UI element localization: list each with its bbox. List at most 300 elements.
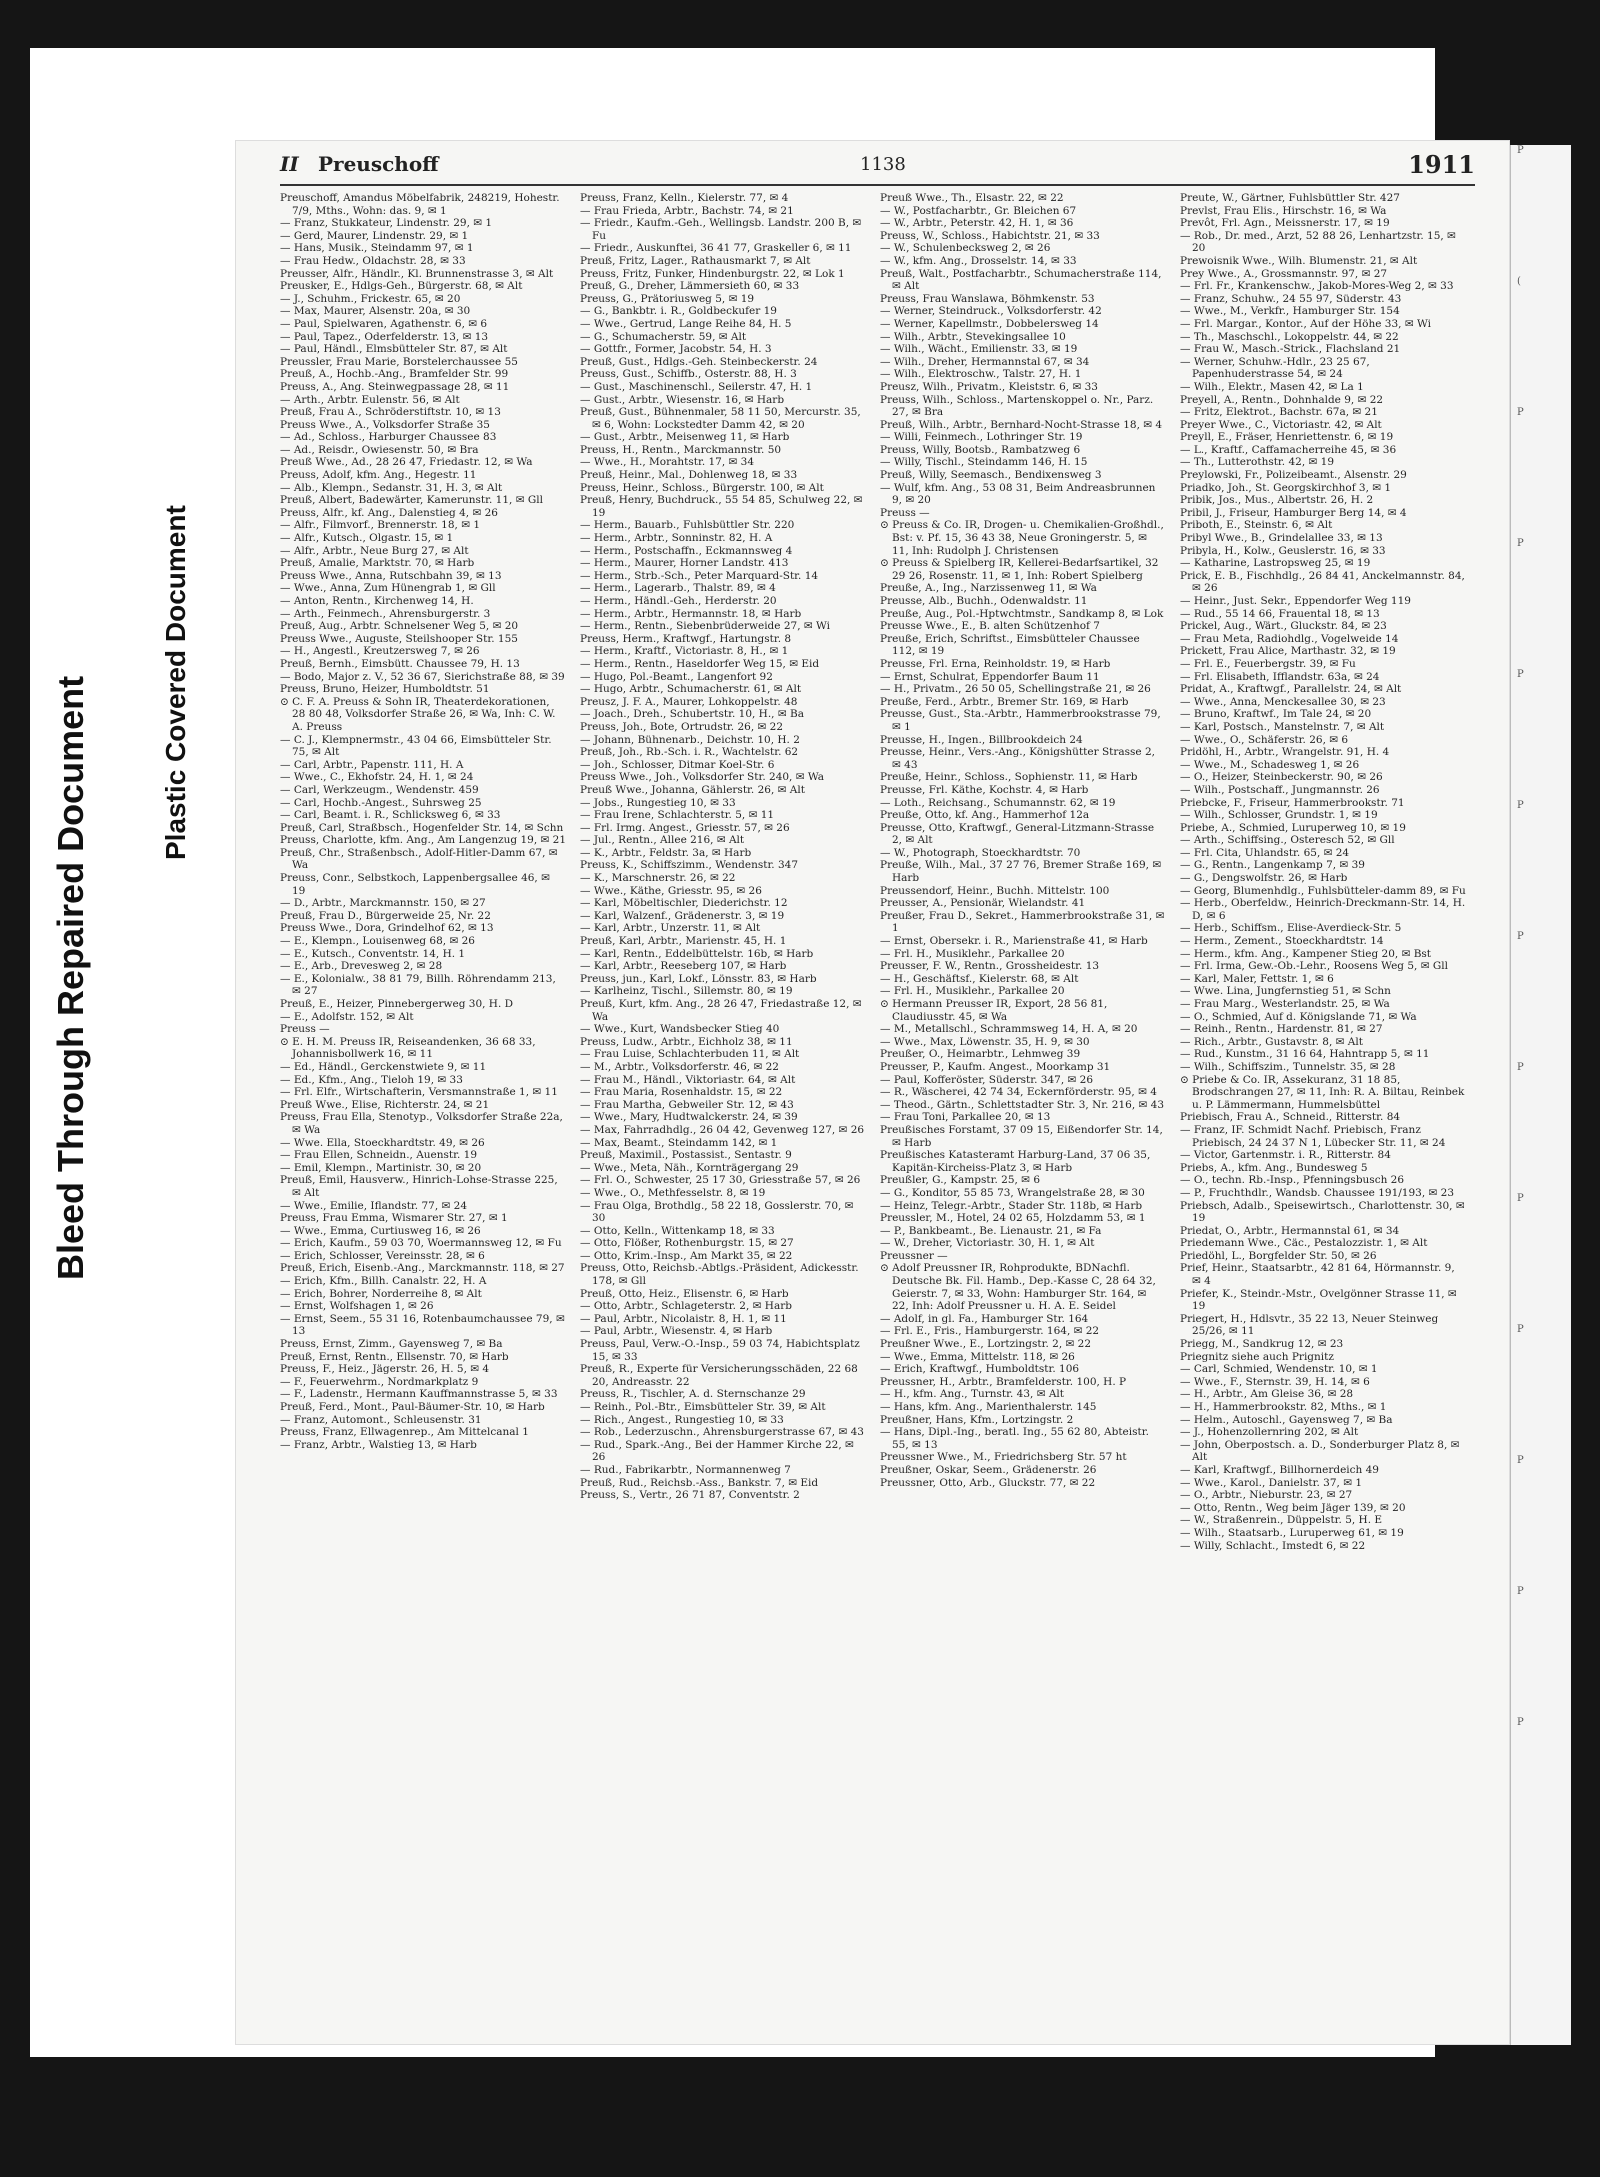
directory-entry: Preussendorf, Heinr., Buchh. Mittelstr. 100	[880, 884, 1110, 897]
directory-entry: — Arth., Arbtr. Eulenstr. 56, ✉ Alt	[280, 393, 460, 406]
directory-entry: — W., Dreher, Victoriastr. 30, H. 1, ✉ Alt	[880, 1237, 1095, 1250]
directory-columns	[280, 192, 1475, 2032]
directory-entry: — Frl. O., Schwester, 25 17 30, Griesstraße 57, ✉ 26	[580, 1174, 861, 1187]
directory-entry: — Frl. Elisabeth, Ifflandstr. 63a, ✉ 24	[1180, 670, 1380, 683]
scan-border-left	[0, 0, 30, 2177]
scan-border-top	[0, 0, 1600, 48]
directory-entry: — J., Schuhm., Frickestr. 65, ✉ 20	[280, 292, 461, 305]
directory-entry: Preuss, Frau Wanslawa, Böhmkenstr. 53	[880, 292, 1095, 305]
next-page-fragment: P	[1517, 1586, 1524, 1597]
directory-entry: Preußer, O., Heimarbtr., Lehmweg 39	[880, 1048, 1081, 1061]
page-number: 1138	[860, 154, 906, 175]
directory-entry: — H., kfm. Ang., Turnstr. 43, ✉ Alt	[880, 1388, 1064, 1401]
directory-entry: Preuss Wwe., Dora, Grindelhof 62, ✉ 13	[280, 922, 494, 935]
directory-entry: Preuss, Gust., Schiffb., Osterstr. 88, H. 3	[580, 368, 797, 381]
directory-entry: — Wwe., M., Schadesweg 1, ✉ 26	[1180, 758, 1360, 771]
directory-entry: — Wwe., C., Ekhofstr. 24, H. 1, ✉ 24	[280, 771, 474, 784]
next-page-fragment: P	[1517, 1455, 1524, 1466]
directory-entry: Prey Wwe., A., Grossmannstr. 97, ✉ 27	[1180, 267, 1388, 280]
directory-entry: — Erich, Kaufm., 59 03 70, Woermannsweg 12, ✉ Fu	[280, 1237, 562, 1250]
directory-entry: Preuss Wwe., Joh., Volksdorfer Str. 240, ✉ Wa	[580, 771, 825, 784]
directory-entry: Preusse, Frl. Käthe, Kochstr. 4, ✉ Harb	[880, 783, 1089, 796]
directory-entry: Preuß, Henry, Buchdruck., 55 54 85, Schulweg 22, ✉ 19	[580, 494, 863, 519]
directory-entry: — Arth., Feinmech., Ahrensburgerstr. 3	[280, 607, 491, 620]
directory-entry: Preyell, A., Rentn., Dohnhalde 9, ✉ 22	[1180, 393, 1384, 406]
directory-entry: — Wwe., Emma, Mittelstr. 118, ✉ 26	[880, 1350, 1075, 1363]
next-page-fragment: P	[1517, 145, 1524, 156]
directory-entry: — Hans, kfm. Ang., Marienthalerstr. 145	[880, 1401, 1097, 1413]
directory-entry: — Wwe., Anna, Menckesallee 30, ✉ 23	[1180, 695, 1386, 708]
directory-entry: — Max, Maurer, Alsenstr. 20a, ✉ 30	[280, 305, 471, 318]
directory-entry: Preuss, Frau Emma, Wismarer Str. 27, ✉ 1	[280, 1212, 508, 1225]
directory-entry: — Wwe., O., Methfesselstr. 8, ✉ 19	[580, 1186, 766, 1199]
directory-entry: — Frl. Irma, Gew.-Ob.-Lehr., Roosens Weg 5, ✉ Gll	[1180, 960, 1448, 973]
directory-entry: Preuß, Erich, Eisenb.-Ang., Marckmannstr. 118, ✉ 27	[280, 1262, 565, 1275]
directory-entry: — Frau Toni, Parkallee 20, ✉ 13	[880, 1111, 1051, 1124]
directory-entry: Preuß, Heinr., Mal., Dohlenweg 18, ✉ 33	[580, 469, 798, 482]
directory-entry: — Katharine, Lastropsweg 25, ✉ 19	[1180, 557, 1371, 570]
directory-entry: — W., Postfacharbtr., Gr. Bleichen 67	[880, 204, 1077, 217]
directory-entry: Preussner, Otto, Arb., Gluckstr. 77, ✉ 22	[880, 1476, 1096, 1489]
directory-entry: — Hugo, Arbtr., Schumacherstr. 61, ✉ Alt	[580, 683, 802, 696]
directory-entry: — Max, Beamt., Steindamm 142, ✉ 1	[580, 1136, 778, 1149]
directory-entry: Priboth, E., Steinstr. 6, ✉ Alt	[1180, 519, 1333, 532]
directory-entry: — Frl. Irmg. Angest., Griesstr. 57, ✉ 26	[580, 821, 790, 834]
directory-entry: — Paul, Spielwaren, Agathenstr. 6, ✉ 6	[280, 317, 488, 330]
directory-entry: Preusser, F. W., Rentn., Grossheidestr. 13	[880, 960, 1100, 973]
directory-entry: — E., Arb., Drevesweg 2, ✉ 28	[280, 960, 443, 973]
directory-entry: Preuss, H., Rentn., Marckmannstr. 50	[580, 443, 782, 456]
directory-entry: — Wwe., Gertrud, Lange Reihe 84, H. 5	[580, 317, 792, 330]
directory-entry: — Herm., Rentn., Siebenbrüderweide 27, ✉ Wi	[580, 620, 830, 633]
directory-entry: Preuß, Amalie, Marktstr. 70, ✉ Harb	[280, 557, 475, 570]
directory-entry: — Rob., Dr. med., Arzt, 52 88 26, Lenhartzstr. 15, ✉ 20	[1180, 229, 1456, 255]
directory-entry: — D., Arbtr., Marckmannstr. 150, ✉ 27	[280, 897, 486, 910]
directory-entry: — Frl. Cita, Uhlandstr. 65, ✉ 24	[1180, 846, 1350, 859]
page-year: 1911	[1408, 150, 1475, 179]
directory-entry: — Carl, Arbtr., Papenstr. 111, H. A	[280, 758, 464, 771]
directory-entry: Preuß, Willy, Seemasch., Bendixensweg 3	[880, 469, 1102, 482]
directory-entry: Preuß, A., Hochb.-Ang., Bramfelder Str. 99	[280, 368, 509, 381]
directory-entry: — Frl. Fr., Krankenschw., Jakob-Mores-Weg 2, ✉ 33	[1180, 280, 1454, 293]
directory-entry: — Karl, Walzenf., Grädenerstr. 3, ✉ 19	[580, 909, 785, 922]
directory-entry: — Frau Marg., Westerlandstr. 25, ✉ Wa	[1180, 998, 1390, 1010]
directory-entry: — Wilh., Schlosser, Grundstr. 1, ✉ 19	[1180, 809, 1378, 822]
directory-entry: — Frau Maria, Rosenhaldstr. 15, ✉ 22	[580, 1086, 783, 1099]
directory-entry: — Loth., Reichsang., Schumannstr. 62, ✉ 19	[880, 796, 1116, 809]
directory-entry: — Herm., Rentn., Haseldorfer Weg 15, ✉ Eid	[580, 657, 820, 670]
directory-entry: — R., Wäscherei, 42 74 34, Eckernförderstr. 95, ✉ 4	[880, 1086, 1157, 1099]
directory-entry: — Wilh., Dreher, Hermannstal 67, ✉ 34	[880, 355, 1090, 368]
directory-entry: — Alb., Klempn., Sedanstr. 31, H. 3, ✉ Alt	[280, 481, 503, 494]
directory-entry: — H., Geschäftsf., Kielerstr. 68, ✉ Alt	[880, 972, 1079, 985]
directory-entry: — Th., Maschschl., Lokoppelstr. 44, ✉ 22	[1180, 330, 1399, 343]
directory-entry: — Erich, Bohrer, Norderreihe 8, ✉ Alt	[280, 1287, 482, 1300]
directory-entry: — Reinh., Rentn., Hardenstr. 81, ✉ 27	[1180, 1023, 1383, 1036]
directory-entry: Preuss Wwe., Anna, Rutschbahn 39, ✉ 13	[280, 569, 502, 582]
directory-entry: Preuß, Gust., Hdlgs.-Geh. Steinbeckerstr. 24	[580, 355, 818, 368]
directory-entry: — Frau Olga, Brothdlg., 58 22 18, Gosslerstr. 70, ✉ 30	[580, 1199, 854, 1225]
directory-entry: Priefer, K., Steindr.-Mstr., Ovelgönner Strasse 11, ✉ 19	[1180, 1287, 1457, 1313]
directory-entry: Preuß Wwe., Th., Elsastr. 22, ✉ 22	[880, 192, 1064, 204]
directory-entry: — Herm., Maurer, Horner Landstr. 413	[580, 557, 789, 570]
directory-entry: — Rud., 55 14 66, Frauental 18, ✉ 13	[1180, 607, 1380, 620]
directory-entry: Pridat, A., Kraftwgf., Parallelstr. 24, ✉ Alt	[1180, 683, 1402, 696]
directory-entry: — Fritz, Elektrot., Bachstr. 67a, ✉ 21	[1180, 406, 1378, 419]
directory-entry: Preusse, Frl. Erna, Reinholdstr. 19, ✉ Harb	[880, 657, 1111, 670]
directory-entry: — Frl. H., Musiklehr., Parkallee 20	[880, 985, 1065, 998]
directory-entry: Preuß, Frau A., Schröderstiftstr. 10, ✉ 13	[280, 406, 501, 419]
directory-entry: — Franz, Schuhw., 24 55 97, Süderstr. 43	[1180, 292, 1402, 305]
directory-entry: ⊙ Priebe & Co. IR, Assekuranz, 31 18 85, Brodschrangen 27, ✉ 11, Inh: R. A. Biltau, Reinbek u. P. Lämmermann, Hummelsbüttel	[1180, 1073, 1465, 1111]
directory-entry: — Wwe., Emilie, Iflandstr. 77, ✉ 24	[280, 1199, 468, 1212]
directory-entry: — Franz, IF. Schmidt Nachf. Priebisch, Franz Priebisch, 24 24 37 N 1, Lübecker Str. 11, ✉ 24	[1180, 1123, 1446, 1149]
directory-entry: — Wwe., Mary, Hudtwalckerstr. 24, ✉ 39	[580, 1111, 798, 1124]
directory-entry: Preusse, Otto, Kraftwgf., General-Litzmann-Strasse 2, ✉ Alt	[880, 821, 1155, 847]
directory-entry: Preyer Wwe., C., Victoriastr. 42, ✉ Alt	[1180, 418, 1382, 431]
directory-entry: — Otto, Arbtr., Schlageterstr. 2, ✉ Harb	[580, 1300, 792, 1313]
directory-entry: Preuß, E., Heizer, Pinnebergerweg 30, H. D	[280, 998, 514, 1010]
directory-entry: — Wilh., Staatsarb., Luruperweg 61, ✉ 19	[1180, 1526, 1404, 1539]
directory-entry: Preusse, Gust., Sta.-Arbtr., Hammerbrookstrasse 79, ✉ 1	[880, 708, 1161, 733]
directory-entry: — Wwe., Karol., Danielstr. 37, ✉ 1	[1180, 1476, 1363, 1489]
directory-entry: Preuschoff, Amandus Möbelfabrik, 248219, Hohestr. 7/9, Mths., Wohn: das. 9, ✉ 1	[280, 192, 560, 217]
directory-entry: — Paul, Händl., Elmsbütteler Str. 87, ✉ Alt	[280, 343, 508, 356]
directory-entry: — Herm., Postschaffn., Eckmannsweg 4	[580, 544, 793, 557]
directory-entry: Preuss, Franz, Ellwagenrep., Am Mittelcanal 1	[280, 1426, 529, 1439]
directory-entry: Preuß, Maximil., Postassist., Sentastr. 9	[580, 1149, 792, 1162]
directory-entry: Preuss, S., Vertr., 26 71 87, Conventstr. 2	[580, 1489, 800, 1502]
directory-entry: Priebs, A., kfm. Ang., Bundesweg 5	[1180, 1161, 1368, 1174]
directory-entry: Preuß, Albert, Badewärter, Kamerunstr. 11, ✉ Gll	[280, 494, 543, 507]
directory-entry: — W., Photograph, Stoeckhardtstr. 70	[880, 846, 1081, 859]
directory-entry: Prief, Heinr., Staatsarbtr., 42 81 64, Hörmannstr. 9, ✉ 4	[1180, 1262, 1455, 1288]
directory-entry: — Karl, Arbtr., Unzerstr. 11, ✉ Alt	[580, 922, 761, 935]
directory-entry: Priedat, O., Arbtr., Hermannstal 61, ✉ 34	[1180, 1224, 1400, 1237]
directory-entry: — Ernst, Schulrat, Eppendorfer Baum 11	[880, 670, 1100, 683]
label-bleed-through-repaired	[50, 676, 92, 1280]
directory-entry: Prewoisnik Wwe., Wilh. Blumenstr. 21, ✉ Alt	[1180, 254, 1418, 267]
directory-entry: Preuße, Heinr., Schloss., Sophienstr. 11, ✉ Harb	[880, 771, 1138, 784]
directory-entry: — Wwe., O., Schäferstr. 26, ✉ 6	[1180, 733, 1349, 746]
directory-entry: — Herm., Kraftf., Victoriastr. 8, H., ✉ 1	[580, 645, 789, 658]
directory-entry: — Bruno, Kraftwf., Im Tale 24, ✉ 20	[1180, 708, 1372, 721]
directory-entry: — Karlheinz, Tischl., Sillemstr. 80, ✉ 19	[580, 985, 793, 998]
next-page-fragment: P	[1517, 407, 1524, 418]
directory-entry: Preyll, E., Fräser, Henriettenstr. 6, ✉ 19	[1180, 431, 1394, 444]
directory-entry: Prevôt, Frl. Agn., Meissnerstr. 17, ✉ 19	[1180, 217, 1390, 230]
directory-entry: — G., Rentn., Langenkamp 7, ✉ 39	[1180, 859, 1365, 872]
directory-entry: Preuss, Franz, Kelln., Kielerstr. 77, ✉ 4	[580, 192, 789, 204]
directory-entry: Preusse, H., Ingen., Billbrookdeich 24	[880, 733, 1083, 746]
directory-entry: — Theod., Gärtn., Schlettstadter Str. 3, Nr. 216, ✉ 43	[880, 1098, 1165, 1111]
next-page-fragment: P	[1517, 1717, 1524, 1728]
directory-entry: — E., Klempn., Louisenweg 68, ✉ 26	[280, 935, 475, 948]
directory-entry: Preusse Wwe., E., B. alten Schützenhof 7	[880, 620, 1100, 633]
directory-entry: — Herb., Oberfeldw., Heinrich-Dreckmann-Str. 14, H. D, ✉ 6	[1180, 897, 1466, 922]
label-bleed-through: Bleed Through	[50, 1026, 91, 1280]
directory-entry: — Frl. Elfr., Wirtschafterin, Versmannstraße 1, ✉ 11	[280, 1086, 558, 1099]
directory-entry: — Otto, Krim.-Insp., Am Markt 35, ✉ 22	[580, 1249, 793, 1262]
directory-entry: Preusker, E., Hdlgs-Geh., Bürgerstr. 68, ✉ Alt	[280, 280, 523, 293]
directory-entry: — Arth., Schiffsing., Osteresch 52, ✉ Gll	[1180, 834, 1395, 847]
directory-entry: — Karl, Kraftwgf., Billhornerdeich 49	[1180, 1463, 1379, 1476]
directory-entry: Preuss, A., Ang. Steinwegpassage 28, ✉ 11	[280, 380, 510, 393]
directory-entry: — E., Adolfstr. 152, ✉ Alt	[280, 1010, 414, 1023]
next-page-fragment: P	[1517, 1193, 1524, 1204]
directory-entry: Preussler, Frau Marie, Borstelerchaussee 55	[280, 355, 518, 368]
label-repaired-document: Repaired Document	[50, 675, 91, 1016]
directory-entry: Preuss, Herm., Kraftwgf., Hartungstr. 8	[580, 632, 792, 645]
directory-entry: Preuss, Charlotte, kfm. Ang., Am Langenzug 19, ✉ 21	[280, 834, 566, 847]
directory-entry: Preuss, F., Heiz., Jägerstr. 26, H. 5, ✉ 4	[280, 1363, 490, 1376]
directory-entry: — H., Hammerbrookstr. 82, Mths., ✉ 1	[1180, 1401, 1387, 1413]
directory-entry: — Herm., Strb.-Sch., Peter Marquard-Str. 14	[580, 569, 819, 582]
directory-entry: Prevlst, Frau Elis., Hirschstr. 16, ✉ Wa	[1180, 204, 1387, 217]
directory-entry: — Frau Meta, Radiohdlg., Vogelweide 14	[1180, 632, 1399, 645]
directory-entry: Preuss Wwe., A., Volksdorfer Straße 35	[280, 418, 490, 431]
directory-entry: Preuß, Rud., Reichsb.-Ass., Bankstr. 7, ✉ Eid	[580, 1476, 819, 1489]
directory-entry: — Wilh., Elektr., Masen 42, ✉ La 1	[1180, 380, 1364, 393]
directory-entry: — Adolf, in gl. Fa., Hamburger Str. 164	[880, 1312, 1089, 1325]
directory-entry: — Rich., Angest., Rungestieg 10, ✉ 33	[580, 1413, 784, 1426]
directory-entry: — Heinz, Telegr.-Arbtr., Stader Str. 118b, ✉ Harb	[880, 1199, 1143, 1212]
column-4	[1180, 192, 1466, 2032]
directory-entry: — Frau Luise, Schlachterbuden 11, ✉ Alt	[580, 1048, 800, 1061]
directory-entry: Preuss, Heinr., Schloss., Bürgerstr. 100, ✉ Alt	[580, 481, 824, 494]
directory-entry: — Ad., Schloss., Harburger Chaussee 83	[280, 431, 497, 444]
directory-entry: ⊙ Preuss & Co. IR, Drogen- u. Chemikalien-Großhdl., Bst: v. Pf. 15, 36 43 38, Neue Groningerstr. 5, ✉ 11, Inh: Rudolph J. Christensen	[880, 519, 1164, 557]
directory-entry: Preusz, Wilh., Privatm., Kleiststr. 6, ✉ 33	[880, 380, 1098, 393]
directory-entry: ⊙ C. F. A. Preuss & Sohn IR, Theaterdekorationen, 28 80 48, Volksdorfer Straße 26, ✉ Wa, Inh: C. W. A. Preuss	[280, 695, 556, 733]
directory-entry: — Wwe., H., Morahtstr. 17, ✉ 34	[580, 456, 755, 469]
directory-entry: Preußisches Forstamt, 37 09 15, Eißendorfer Str. 14, ✉ Harb	[880, 1123, 1163, 1149]
directory-entry: — Wwe., F., Sternstr. 39, H. 14, ✉ 6	[1180, 1375, 1370, 1388]
directory-entry: — P., Bankbeamt., Be. Lienaustr. 21, ✉ Fa	[880, 1224, 1102, 1237]
directory-entry: — O., Heizer, Steinbeckerstr. 90, ✉ 26	[1180, 771, 1383, 784]
directory-entry: — Frl. E., Feuerbergstr. 39, ✉ Fu	[1180, 657, 1356, 670]
directory-entry: — K., Arbtr., Feldstr. 3a, ✉ Harb	[580, 846, 752, 859]
directory-entry: — Frl. H., Musiklehr., Parkallee 20	[880, 947, 1065, 960]
directory-entry: — M., Arbtr., Volksdorferstr. 46, ✉ 22	[580, 1060, 779, 1073]
directory-entry: — W., Straßenrein., Düppelstr. 5, H. E	[1180, 1514, 1383, 1527]
directory-entry: — G., Dengswolfstr. 26, ✉ Harb	[1180, 872, 1348, 885]
directory-entry: — G., Konditor, 55 85 73, Wrangelstraße 28, ✉ 30	[880, 1186, 1145, 1199]
directory-entry: Preuß, Walt., Postfacharbtr., Schumacherstraße 114, ✉ Alt	[880, 267, 1162, 293]
document-classification-labels	[40, 360, 240, 1280]
directory-entry: — Paul, Arbtr., Wiesenstr. 4, ✉ Harb	[580, 1325, 773, 1338]
directory-entry: Prick, E. B., Fischhdlg., 26 84 41, Anckelmannstr. 84, ✉ 26	[1180, 569, 1465, 595]
directory-entry: — Wwe., Kurt, Wandsbecker Stieg 40	[580, 1023, 780, 1036]
directory-entry: — Gust., Arbtr., Meisenweg 11, ✉ Harb	[580, 431, 790, 444]
directory-entry: — Wilh., Schiffszim., Tunnelstr. 35, ✉ 28	[1180, 1060, 1396, 1073]
directory-entry: — Gust., Maschinenschl., Seilerstr. 47, H. 1	[580, 380, 813, 393]
next-page-fragment: (	[1517, 276, 1521, 287]
directory-entry: Preußisches Katasteramt Harburg-Land, 37 06 35, Kapitän-Kircheiss-Platz 3, ✉ Harb	[880, 1149, 1151, 1174]
directory-entry: Priebsch, Adalb., Speisewirtsch., Charlottenstr. 30, ✉ 19	[1180, 1199, 1465, 1225]
directory-entry: — Karl, Maler, Fettstr. 1, ✉ 6	[1180, 972, 1334, 985]
directory-entry: — Ed., Händl., Gerckenstwiete 9, ✉ 11	[280, 1060, 487, 1073]
directory-entry: — Karl, Rentn., Eddelbüttelstr. 16b, ✉ Harb	[580, 947, 814, 960]
directory-entry: — Erich, Kraftwgf., Humboldtstr. 106	[880, 1363, 1080, 1376]
directory-entry: — Frau Hedw., Oldachstr. 28, ✉ 33	[280, 254, 466, 267]
label-plastic-covered: Plastic Covered Document	[160, 505, 191, 860]
directory-entry: Preuße, Aug., Pol.-Hptwchtmstr., Sandkamp 8, ✉ Lok	[880, 607, 1164, 620]
directory-entry: — Wilh., Elektroschw., Talstr. 27, H. 1	[880, 368, 1082, 381]
column-1	[280, 192, 566, 2032]
directory-entry: — Rob., Lederzuschn., Ahrensburgerstrasse 67, ✉ 43	[580, 1426, 864, 1439]
directory-entry: — Hans, Musik., Steindamm 97, ✉ 1	[280, 242, 474, 255]
directory-entry: Priegnitz siehe auch Prignitz	[1180, 1350, 1334, 1363]
directory-entry: Preuss, Frau Ella, Stenotyp., Volksdorfer Straße 22a, ✉ Wa	[280, 1111, 563, 1136]
directory-entry: — O., Arbtr., Nieburstr. 23, ✉ 27	[1180, 1489, 1353, 1502]
directory-entry: — Jobs., Rungestieg 10, ✉ 33	[580, 796, 736, 809]
directory-entry: — Paul, Kofferöster, Süderstr. 347, ✉ 26	[880, 1073, 1094, 1086]
directory-entry: Preußner, Oskar, Seem., Grädenerstr. 26	[880, 1463, 1097, 1476]
directory-entry: Preuss, W., Schloss., Habichtstr. 21, ✉ 33	[880, 229, 1100, 242]
directory-entry: — Herm., Bauarb., Fuhlsbüttler Str. 220	[580, 519, 795, 532]
directory-entry: Pribil, J., Friseur, Hamburger Berg 14, ✉ 4	[1180, 506, 1407, 519]
directory-entry: — Frau Frieda, Arbtr., Bachstr. 74, ✉ 21	[580, 204, 794, 217]
directory-entry: — Rud., Kunstm., 31 16 64, Hahntrapp 5, ✉ 11	[1180, 1048, 1430, 1061]
directory-entry: Preußler, G., Kampstr. 25, ✉ 6	[880, 1174, 1040, 1187]
directory-entry: — Willy, Tischl., Steindamm 146, H. 15	[880, 456, 1088, 469]
directory-entry: — Friedr., Kaufm.-Geh., Wellingsb. Landstr. 200 B, ✉ Fu	[580, 217, 862, 242]
directory-entry: — Rud., Spark.-Ang., Bei der Hammer Kirche 22, ✉ 26	[580, 1438, 854, 1464]
directory-entry: — Erich, Schlosser, Vereinsstr. 28, ✉ 6	[280, 1249, 485, 1262]
directory-entry: Preuss —	[880, 506, 930, 519]
directory-page	[235, 140, 1510, 2045]
directory-entry: — Reinh., Pol.-Btr., Eimsbütteler Str. 39, ✉ Alt	[580, 1401, 826, 1413]
directory-entry: — W., kfm. Ang., Drosselstr. 14, ✉ 33	[880, 254, 1077, 267]
directory-entry: Preylowski, Fr., Polizeibeamt., Alsenstr. 29	[1180, 469, 1407, 482]
directory-entry: ⊙ Adolf Preussner IR, Rohprodukte, BDNachfl. Deutsche Bk. Fil. Hamb., Dep.-Kasse C, 28 64 32, Geierstr. 7, ✉ 33, Wohn: Hamburger Str. 164, ✉ 22, Inh: Adolf Preussner u. H. A. E. Seidel	[880, 1262, 1156, 1313]
directory-entry: Preuß, Gust., Bühnenmaler, 58 11 50, Mercurstr. 35, ✉ 6, Wohn: Lockstedter Damm 42, ✉ 20	[580, 406, 861, 431]
directory-entry: — Rud., Fabrikarbtr., Normannenweg 7	[580, 1463, 791, 1476]
directory-entry: — Werner, Schuhw.-Hdlr., 23 25 67, Papenhuderstrasse 54, ✉ 24	[1180, 355, 1370, 381]
directory-entry: — Carl, Schmied, Wendenstr. 10, ✉ 1	[1180, 1363, 1378, 1376]
directory-entry: Priegert, H., Hdlsvtr., 35 22 13, Neuer Steinweg 25/26, ✉ 11	[1180, 1312, 1439, 1338]
directory-entry: Prickel, Aug., Wärt., Gluckstr. 84, ✉ 23	[1180, 620, 1387, 633]
directory-entry: — L., Kraftf., Caffamacherreihe 45, ✉ 36	[1180, 443, 1397, 456]
directory-entry: — Joach., Dreh., Schubertstr. 10, H., ✉ Ba	[580, 708, 804, 721]
directory-entry: Preuss, K., Schiffszimm., Wendenstr. 347	[580, 859, 799, 872]
directory-entry: — Frau Ellen, Schneidn., Auenstr. 19	[280, 1149, 478, 1162]
directory-entry: Preuss, Fritz, Funker, Hindenburgstr. 22, ✉ Lok 1	[580, 267, 845, 280]
directory-entry: — Jul., Rentn., Allee 216, ✉ Alt	[580, 834, 745, 847]
directory-entry: — Frau M., Händl., Viktoriastr. 64, ✉ Alt	[580, 1073, 796, 1086]
directory-entry: Preuss, Joh., Bote, Ortrudstr. 26, ✉ 22	[580, 720, 783, 733]
directory-entry: ⊙ Hermann Preusser IR, Export, 28 56 81, Claudiusstr. 45, ✉ Wa	[880, 998, 1108, 1023]
directory-entry: — Herm., Lagerarb., Thalstr. 89, ✉ 4	[580, 582, 776, 595]
next-page-fragment: P	[1517, 1062, 1524, 1073]
directory-entry: — Wwe. Lina, Jungfernstieg 51, ✉ Schn	[1180, 985, 1391, 998]
directory-entry: — Th., Lutterothstr. 42, ✉ 19	[1180, 456, 1335, 469]
directory-entry: Pribyla, H., Kolw., Geuslerstr. 16, ✉ 33	[1180, 544, 1386, 557]
directory-entry: Preuss, Wilh., Schloss., Martenskoppel o. Nr., Parz. 27, ✉ Bra	[880, 393, 1154, 419]
directory-entry: — Wwe., M., Verkfr., Hamburger Str. 154	[1180, 305, 1400, 318]
directory-entry: Preuße, Ferd., Arbtr., Bremer Str. 169, ✉ Harb	[880, 695, 1129, 708]
directory-entry: Priebisch, Frau A., Schneid., Ritterstr. 84	[1180, 1111, 1401, 1124]
directory-entry: Preute, W., Gärtner, Fuhlsbüttler Str. 427	[1180, 192, 1400, 204]
directory-entry: Preuss, Paul, Verw.-O.-Insp., 59 03 74, Habichtsplatz 15, ✉ 33	[580, 1338, 860, 1363]
directory-entry: — Franz, Arbtr., Walstieg 13, ✉ Harb	[280, 1438, 477, 1451]
directory-entry: — Wwe. Ella, Stoeckhardtstr. 49, ✉ 26	[280, 1136, 485, 1149]
directory-entry: Priedemann Wwe., Cäc., Pestalozzistr. 1, ✉ Alt	[1180, 1237, 1428, 1250]
directory-entry: — Frl. Margar., Kontor., Auf der Höhe 33, ✉ Wi	[1180, 317, 1431, 330]
directory-entry: Preuss Wwe., Auguste, Steilshooper Str. 155	[280, 632, 518, 645]
directory-entry: — Helm., Autoschl., Gayensweg 7, ✉ Ba	[1180, 1413, 1393, 1426]
directory-entry: — Anton, Rentn., Kirchenweg 14, H.	[280, 595, 474, 607]
directory-entry: — H., Privatm., 26 50 05, Schellingstraße 21, ✉ 26	[880, 683, 1151, 696]
directory-entry: — Frau Irene, Schlachterstr. 5, ✉ 11	[580, 809, 775, 822]
directory-entry: — Franz, Automont., Schleusenstr. 31	[280, 1413, 482, 1426]
directory-entry: — Frl. E., Fris., Hamburgerstr. 164, ✉ 22	[880, 1325, 1100, 1338]
directory-entry: Preussner —	[880, 1249, 948, 1262]
directory-entry: Preuß, Wilh., Arbtr., Bernhard-Nocht-Strasse 18, ✉ 4	[880, 418, 1163, 431]
directory-entry: — Erich, Kfm., Billh. Canalstr. 22, H. A	[280, 1275, 487, 1288]
directory-entry: — Otto, Flößer, Rothenburgstr. 15, ✉ 27	[580, 1237, 794, 1250]
scan-border-bottom	[0, 2057, 1600, 2177]
directory-entry: — C. J., Klempnermstr., 43 04 66, Eimsbütteler Str. 75, ✉ Alt	[280, 733, 552, 759]
directory-entry: — Georg, Blumenhdlg., Fuhlsbütteler-damm 89, ✉ Fu	[1180, 884, 1466, 897]
directory-entry: — Joh., Schlosser, Ditmar Koel-Str. 6	[580, 758, 775, 771]
directory-entry: — Gerd, Maurer, Lindenstr. 29, ✉ 1	[280, 229, 469, 242]
directory-entry: — F., Feuerwehrm., Nordmarkplatz 9	[280, 1375, 479, 1388]
directory-entry: — Frau W., Masch.-Strick., Flachsland 21	[1180, 343, 1401, 356]
directory-entry: — Carl, Werkzeugm., Wendenstr. 459	[280, 783, 479, 796]
directory-entry: Prickett, Frau Alice, Marthastr. 32, ✉ 19	[1180, 645, 1396, 658]
directory-entry: Preuß, G., Dreher, Lämmersieth 60, ✉ 33	[580, 280, 800, 293]
directory-entry: — Otto, Rentn., Weg beim Jäger 139, ✉ 20	[1180, 1501, 1406, 1514]
directory-entry: — Carl, Hochb.-Angest., Suhrsweg 25	[280, 796, 482, 809]
directory-entry: — Herm., Arbtr., Hermannstr. 18, ✉ Harb	[580, 607, 802, 620]
directory-entry: Preuss, G., Prätoriusweg 5, ✉ 19	[580, 292, 755, 305]
directory-entry: Pribyl Wwe., B., Grindelallee 33, ✉ 13	[1180, 532, 1383, 545]
directory-entry: Preuss, jun., Karl, Lokf., Lönsstr. 83, ✉ Harb	[580, 972, 817, 985]
directory-entry: Preusse, Alb., Buchh., Odenwaldstr. 11	[880, 595, 1088, 607]
directory-entry: — Frau Martha, Gebweiler Str. 12, ✉ 43	[580, 1098, 794, 1111]
directory-entry: — W., Arbtr., Peterstr. 42, H. 1, ✉ 36	[880, 217, 1074, 230]
directory-entry: Priegg, M., Sandkrug 12, ✉ 23	[1180, 1338, 1344, 1351]
directory-entry: Preuss, Bruno, Heizer, Humboldtstr. 51	[280, 683, 490, 696]
directory-entry: Preuße, Otto, kf. Ang., Hammerhof 12a	[880, 809, 1090, 822]
directory-entry: — Willi, Feinmech., Lothringer Str. 19	[880, 431, 1083, 444]
directory-entry: — Herm., Händl.-Geh., Herderstr. 20	[580, 595, 777, 607]
directory-entry: — Heinr., Just. Sekr., Eppendorfer Weg 119	[1180, 595, 1411, 607]
directory-entry: Preußner Wwe., E., Lortzingstr. 2, ✉ 22	[880, 1338, 1091, 1351]
directory-entry: — John, Oberpostsch. a. D., Sonderburger Platz 8, ✉ Alt	[1180, 1438, 1460, 1464]
directory-entry: Preuße, Erich, Schriftst., Eimsbütteler Chaussee 112, ✉ 19	[880, 632, 1140, 658]
directory-entry: — Johann, Bühnenarb., Deichstr. 10, H. 2	[580, 733, 800, 746]
directory-entry: Priebe, A., Schmied, Luruperweg 10, ✉ 19	[1180, 821, 1406, 834]
directory-entry: — W., Schulenbecksweg 2, ✉ 26	[880, 242, 1051, 255]
directory-entry: Preuß Wwe., Johanna, Gählerstr. 26, ✉ Alt	[580, 783, 805, 796]
directory-entry: Preuß, Ernst, Rentn., Ellsenstr. 70, ✉ Harb	[280, 1350, 509, 1363]
column-2	[580, 192, 866, 2032]
directory-entry: — Wwe., Emma, Curtiusweg 16, ✉ 26	[280, 1224, 481, 1237]
directory-entry: — O., techn. Rb.-Insp., Pfenningsbusch 26	[1180, 1174, 1405, 1187]
directory-entry: — E., Kutsch., Conventstr. 14, H. 1	[280, 947, 466, 960]
directory-entry: — Victor, Gartenmstr. i. R., Ritterstr. 84	[1180, 1149, 1391, 1162]
directory-entry: Preuß, Karl, Arbtr., Marienstr. 45, H. 1	[580, 935, 787, 948]
directory-entry: Preuße, Wilh., Mal., 37 27 76, Bremer Straße 169, ✉ Harb	[880, 859, 1162, 885]
directory-entry: — G., Bankbtr. i. R., Goldbeckufer 19	[580, 305, 777, 318]
directory-entry: Preuß, Emil, Hausverw., Hinrich-Lohse-Strasse 225, ✉ Alt	[280, 1174, 558, 1199]
directory-entry: — Werner, Steindruck., Volksdorferstr. 42	[880, 305, 1102, 318]
directory-entry: Preuss, Conr., Selbstkoch, Lappenbergsallee 46, ✉ 19	[280, 872, 550, 897]
directory-entry: — F., Ladenstr., Hermann Kauffmannstrasse 5, ✉ 33	[280, 1388, 558, 1401]
